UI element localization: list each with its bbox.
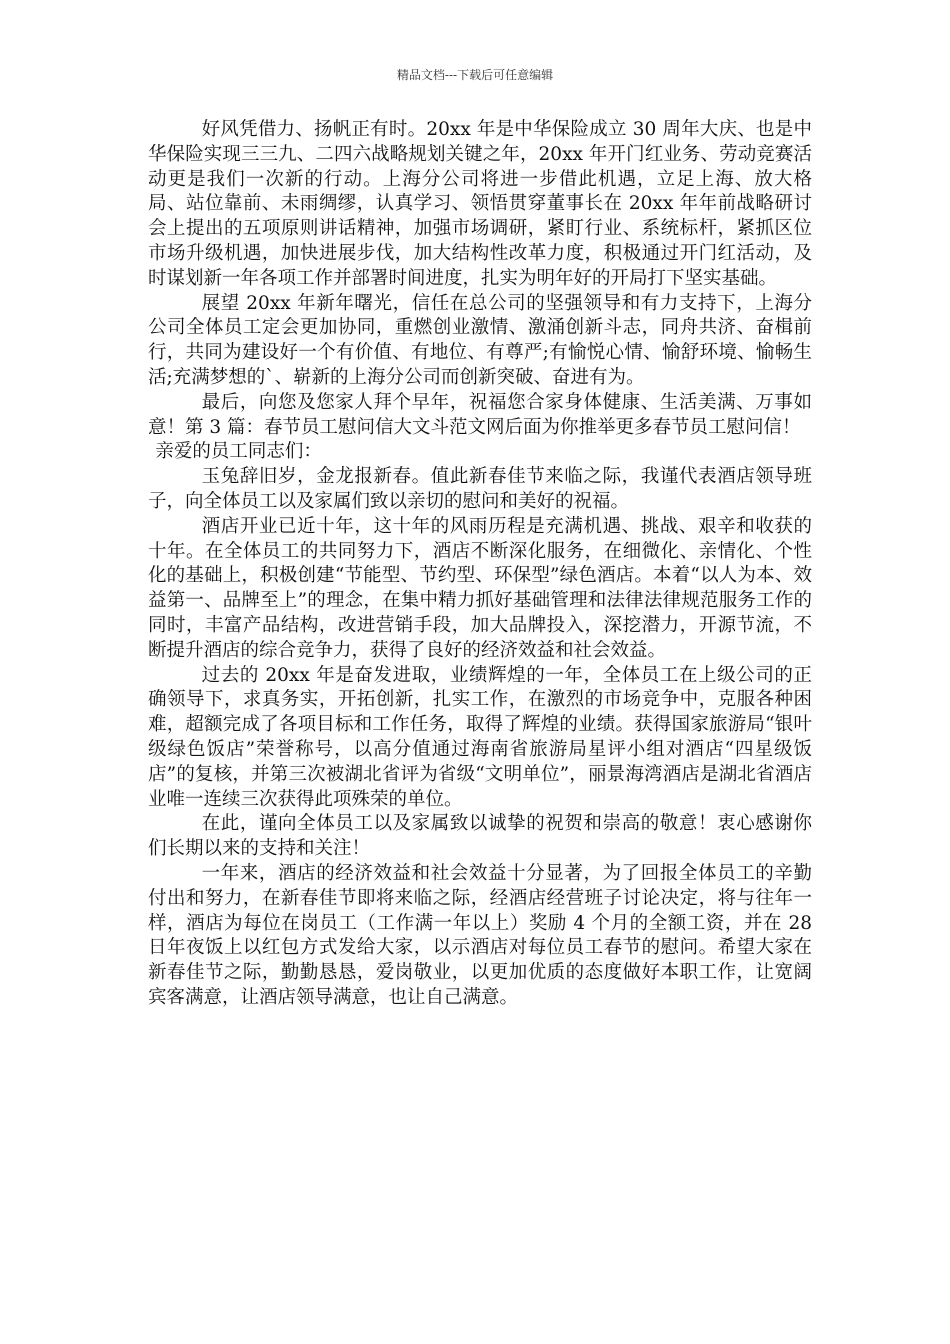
document-body bbox=[148, 118, 812, 1011]
paragraph: 过去的 20xx 年是奋发进取，业绩辉煌的一年，全体员工在上级公司的正确领导下，求真务实，开拓创新，扎实工作，在激烈的市场竞争中，克服各种困难，超额完成了各项目标和工作任务，取得了辉煌的业绩。获得国家旅游局“银叶级绿色饭店”荣誉称号，以高分值通过海南省旅游局星评小组对酒店“四星级饭店”的复核，并第三次被湖北省评为省级“文明单位”，丽景海湾酒店是湖北省酒店业唯一连续三次获得此项殊荣的单位。 bbox=[148, 664, 812, 810]
page-header: 精品文档---下载后可任意编辑 bbox=[396, 68, 554, 82]
paragraph: 一年来，酒店的经济效益和社会效益十分显著，为了回报全体员工的辛勤付出和努力，在新春佳节即将来临之际，经酒店经营班子讨论决定，将与往年一样，酒店为每位在岗员工（工作满一年以上）奖励 4 个月的全额工资，并在 28 日年夜饭上以红包方式发给大家，以示酒店对每位员工春节的慰问。希望大家在新春佳节之际，勤勤恳恳，爱岗敬业，以更加优质的态度做好本职工作，让宽阔宾客满意，让酒店领导满意，也让自己满意。 bbox=[148, 862, 812, 1008]
paragraph: 展望 20xx 年新年曙光，信任在总公司的坚强领导和有力支持下，上海分公司全体员工定会更加协同，重燃创业激情、激涌创新斗志，同舟共济、奋楫前行，共同为建设好一个有价值、有地位、有尊严;有愉悦心情、愉舒环境、愉畅生活;充满梦想的`、崭新的上海分公司而创新突破、奋进有为。 bbox=[148, 292, 812, 388]
paragraph: 玉兔辞旧岁，金龙报新春。值此新春佳节来临之际，我谨代表酒店领导班子，向全体员工以及家属们致以亲切的慰问和美好的祝福。 bbox=[148, 466, 812, 512]
paragraph: 在此，谨向全体员工以及家属致以诚挚的祝贺和崇高的敬意！衷心感谢你们长期以来的支持和关注！ bbox=[148, 813, 812, 860]
salutation: 亲爱的员工同志们： bbox=[155, 441, 322, 463]
paragraph: 酒店开业已近十年，这十年的风雨历程是充满机遇、挑战、艰辛和收获的十年。在全体员工的共同努力下，酒店不断深化服务，在细微化、亲情化、个性化的基础上，积极创建“节能型、节约型、环保型”绿色酒店。本着“以人为本、效益第一、品牌至上”的理念，在集中精力抓好基础管理和法律法律规范服务工作的同时，丰富产品结构，改进营销手段，加大品牌投入，深挖潜力，开源节流，不断提升酒店的综合竞争力，获得了良好的经济效益和社会效益。 bbox=[148, 515, 812, 661]
paragraph: 好风凭借力、扬帆正有时。20xx 年是中华保险成立 30 周年大庆、也是中华保险实现三三九、二四六战略规划关键之年，20xx 年开门红业务、劳动竞赛活动更是我们一次新的行动。上海分公司将进一步借此机遇，立足上海、放大格局、站位靠前、未雨绸缪，认真学习、领悟贯穿董事长在 20xx 年年前战略研讨会上提出的五项原则讲话精神，加强市场调研，紧盯行业、系统标杆，紧抓区位市场升级机遇，加快进展步伐，加大结构性改革力度，积极通过开门红活动，及时谋划新一年各项工作并部署时间进度，扎实为明年好的开局打下坚实基础。 bbox=[148, 119, 812, 289]
paragraph: 最后，向您及您家人拜个早年，祝福您合家身体健康、生活美满、万事如意！第 3 篇：春节员工慰问信大文斗范文网后面为你推举更多春节员工慰问信！ bbox=[148, 391, 812, 438]
